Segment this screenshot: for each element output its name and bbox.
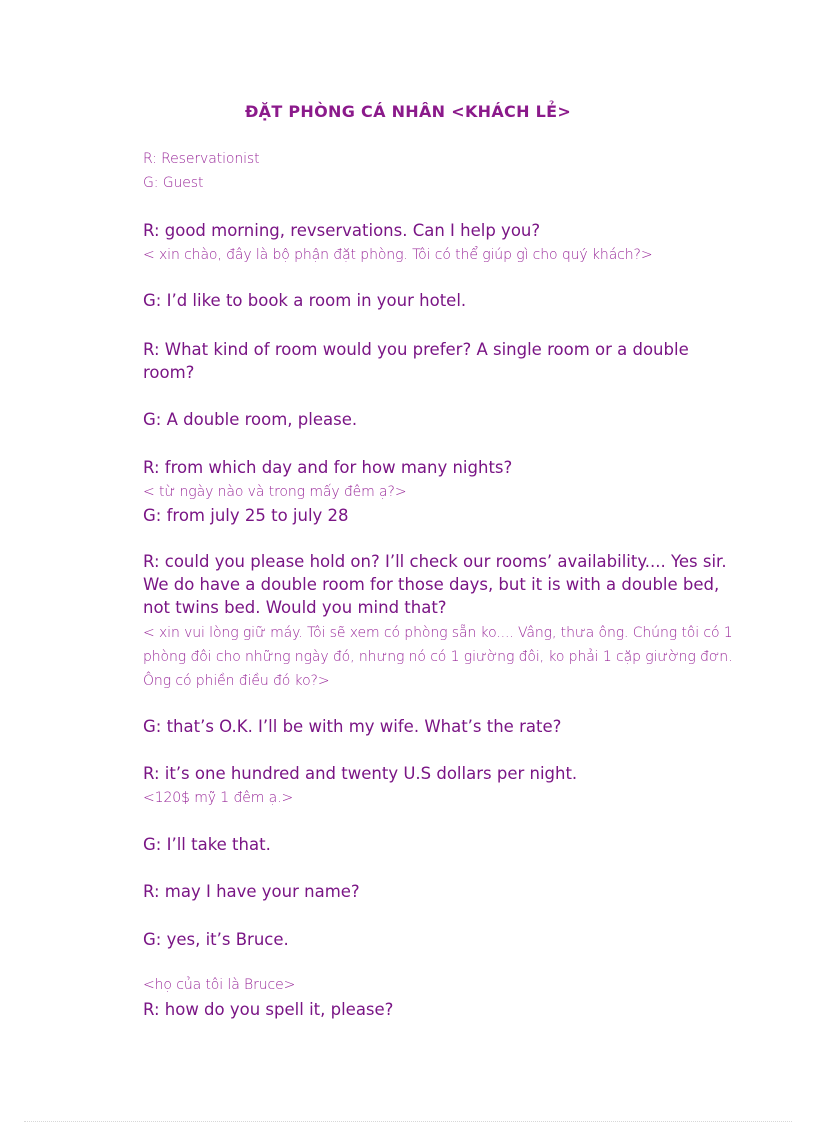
dialogue-line-4: G: A double room, please. [143, 410, 358, 429]
page-bottom-divider [24, 1121, 792, 1122]
translation-line-12: <họ của tôi là Bruce> [143, 977, 296, 993]
legend-guest: G: Guest [143, 175, 204, 191]
dialogue-line-1: R: good morning, revservations. Can I help you? [143, 221, 541, 240]
dialogue-line-9: R: it’s one hundred and twenty U.S dollars per night. [143, 764, 578, 783]
dialogue-line-2: G: I’d like to book a room in your hotel. [143, 291, 467, 310]
dialogue-line-11: R: may I have your name? [143, 882, 360, 901]
page-title: ĐẶT PHÒNG CÁ NHÂN <KHÁCH LẺ> [244, 102, 572, 121]
translation-line-5: < từ ngày nào và trong mấy đêm ạ?> [143, 484, 407, 500]
dialogue-line-7: R: could you please hold on? I’ll check our rooms’ availability.... Yes sir. We do have a double room for those days, but it is with a double bed, not twins bed. Would you mind that? [143, 552, 727, 617]
translation-line-7: < xin vui lòng giữ máy. Tôi sẽ xem có phòng sẵn ko.... Vâng, thưa ông. Chúng tôi có 1 phòng đôi cho những ngày đó, nhưng nó có 1 giường đôi, ko phải 1 cặp giường đơn. Ông có phiền điều đó ko?> [143, 625, 733, 689]
dialogue-line-12: G: yes, it’s Bruce. [143, 930, 289, 949]
dialogue-line-3: R: What kind of room would you prefer? A single room or a double room? [143, 340, 689, 382]
dialogue-line-13: R: how do you spell it, please? [143, 1000, 394, 1019]
dialogue-line-6: G: from july 25 to july 28 [143, 506, 349, 525]
translation-line-1: < xin chào, đây là bộ phận đặt phòng. Tôi có thể giúp gì cho quý khách?> [143, 247, 653, 263]
legend-reservationist: R: Reservationist [143, 151, 260, 167]
dialogue-line-8: G: that’s O.K. I’ll be with my wife. What’s the rate? [143, 717, 562, 736]
translation-line-9: <120$ mỹ 1 đêm ạ.> [143, 790, 294, 806]
dialogue-line-5: R: from which day and for how many nights? [143, 458, 513, 477]
dialogue-line-10: G: I’ll take that. [143, 835, 271, 854]
